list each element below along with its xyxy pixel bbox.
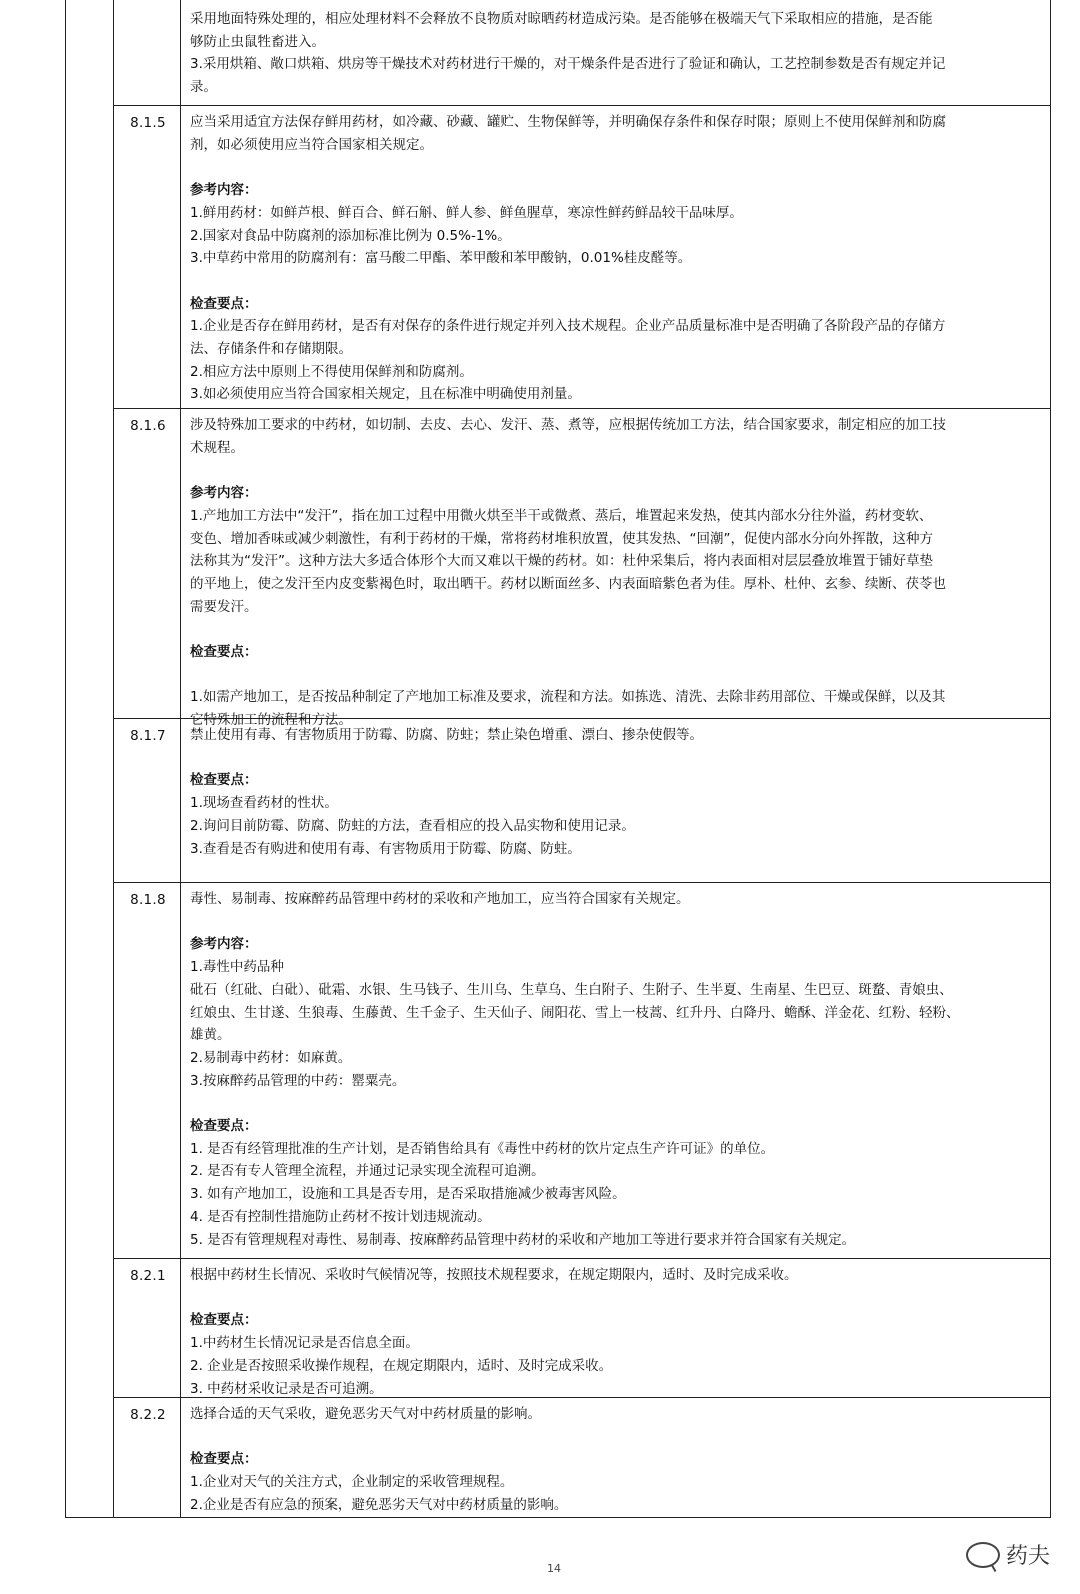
- section-heading: 检查要点：: [190, 644, 258, 660]
- text-line: 1. 是否有经管理批准的生产计划，是否销售给具有《毒性中药材的饮片定点生产许可证》的单位。: [190, 1140, 775, 1157]
- section-heading: 检查要点：: [190, 1118, 258, 1134]
- text-line: 3.按麻醉药品管理的中药：罂粟壳。: [190, 1072, 406, 1089]
- row-separator: [113, 408, 1051, 409]
- text-line: 1.企业是否存在鲜用药材，是否有对保存的条件进行规定并列入技术规程。企业产品质量标准中是否明确了各阶段产品的存储方: [190, 318, 946, 335]
- text-line: 1.企业对天气的关注方式，企业制定的采收管理规程。: [190, 1474, 514, 1491]
- blank-line: [190, 664, 1046, 687]
- table-border-col2: [180, 0, 181, 1518]
- blank-line: [190, 911, 1046, 934]
- text-line: 3. 如有产地加工，设施和工具是否专用，是否采取措施减少被毒害风险。: [190, 1186, 626, 1203]
- text-line: 术规程。: [190, 439, 244, 456]
- clause-number: 8.1.6: [130, 418, 166, 434]
- text-line: 的平地上，使之发汗至内皮变紫褐色时，取出晒干。药材以断面丝多、内表面暗紫色者为佳。厚朴、杜仲、玄参、续断、茯苓也: [190, 575, 946, 592]
- text-line: 3.如必须使用应当符合国家相关规定，且在标准中明确使用剂量。: [190, 386, 581, 403]
- text-line: 1.如需产地加工，是否按品种制定了产地加工标准及要求，流程和方法。如拣选、清洗、去除非药用部位、干燥或保鲜，以及其: [190, 689, 946, 706]
- text-line: 3.采用烘箱、敞口烘箱、烘房等干燥技术对药材进行干燥的，对干燥条件是否进行了验证和确认，工艺控制参数是否有规定并记: [190, 56, 946, 73]
- text-line: 2.询问目前防霉、防腐、防蛀的方法，查看相应的投入品实物和使用记录。: [190, 817, 635, 834]
- text-line: 3. 中药材采收记录是否可追溯。: [190, 1380, 383, 1397]
- text-line: 需要发汗。: [190, 598, 258, 615]
- clause-content: [190, 1264, 1046, 1400]
- section-heading: 检查要点：: [190, 772, 258, 789]
- text-line: 涉及特殊加工要求的中药材，如切制、去皮、去心、发汗、蒸、煮等，应根据传统加工方法，结合国家要求，制定相应的加工技: [190, 417, 946, 433]
- text-line: 采用地面特殊处理的，相应处理材料不会释放不良物质对晾晒药材造成污染。是否能够在极端天气下采取相应的措施，是否能: [190, 11, 933, 27]
- section-heading: 检查要点：: [190, 1451, 258, 1468]
- text-line: 1.毒性中药品种: [190, 959, 284, 976]
- text-line: 2. 企业是否按照采收操作规程，在规定期限内，适时、及时完成采收。: [190, 1357, 613, 1374]
- clause-number: 8.1.7: [130, 728, 166, 744]
- text-line: 2.企业是否有应急的预案，避免恶劣天气对中药材质量的影响。: [190, 1496, 568, 1513]
- table-border-col1: [113, 0, 114, 1518]
- blank-line: [190, 618, 1046, 641]
- table-border-left: [65, 0, 66, 1518]
- clause-content: [190, 8, 1046, 99]
- clause-content: [190, 724, 1046, 883]
- blank-line: [190, 1287, 1046, 1310]
- text-line: 1.现场查看药材的性状。: [190, 795, 338, 812]
- text-line: 砒石（红砒、白砒）、砒霜、水银、生马钱子、生川乌、生草乌、生白附子、生附子、生半夏、生南星、生巴豆、斑蝥、青娘虫、: [190, 981, 953, 998]
- text-line: 1.中药材生长情况记录是否信息全面。: [190, 1335, 419, 1352]
- clause-content: [190, 1403, 1046, 1517]
- watermark: [966, 1539, 1050, 1570]
- clause-number: 8.1.8: [130, 892, 166, 908]
- clause-number: 8.2.2: [130, 1407, 166, 1423]
- clause-number: 8.1.5: [130, 115, 166, 131]
- blank-line: [190, 156, 1046, 179]
- text-line: 根据中药材生长情况、采收时气候情况等，按照技术规程要求，在规定期限内，适时、及时完成采收。: [190, 1267, 798, 1283]
- text-line: 3.查看是否有购进和使用有毒、有害物质用于防霉、防腐、防蛀。: [190, 840, 581, 857]
- text-line: 它特殊加工的流程和方法。: [190, 712, 352, 729]
- page-number: 14: [547, 1562, 561, 1575]
- blank-line: [190, 747, 1046, 770]
- clause-content: [190, 111, 1046, 406]
- wechat-logo-icon: [966, 1542, 1000, 1568]
- text-line: 2. 是否有专人管理全流程，并通过记录实现全流程可追溯。: [190, 1163, 545, 1180]
- text-line: 变色、增加香味或减少刺激性，有利于药材的干燥，常将药材堆积放置，使其发热、“回潮”，促使内部水分向外挥散，这种方: [190, 530, 933, 547]
- blank-line: [190, 860, 1046, 883]
- section-heading: 检查要点：: [190, 1312, 258, 1329]
- text-line: 4. 是否有控制性措施防止药材不按计划违规流动。: [190, 1208, 491, 1225]
- text-line: 1.产地加工方法中“发汗”，指在加工过程中用微火烘至半干或微煮、蒸后，堆置起来发热，使其内部水分往外溢，药材变软、: [190, 507, 933, 524]
- blank-line: [190, 1092, 1046, 1115]
- blank-line: [190, 1426, 1046, 1449]
- text-line: 2.易制毒中药材：如麻黄。: [190, 1049, 352, 1066]
- text-line: 够防止虫鼠牲畜进入。: [190, 33, 325, 50]
- section-heading: 参考内容：: [190, 936, 258, 953]
- text-line: 法、存储条件和存储期限。: [190, 341, 352, 357]
- text-line: 3.中草药中常用的防腐剂有：富马酸二甲酯、苯甲酸和苯甲酸钠，0.01%桂皮醛等。: [190, 250, 692, 267]
- text-line: 2.国家对食品中防腐剂的添加标准比例为 0.5%-1%。: [190, 227, 511, 244]
- text-line: 禁止使用有毒、有害物质用于防霉、防腐、防蛀；禁止染色增重、漂白、掺杂使假等。: [190, 727, 703, 743]
- table-border-right: [1050, 0, 1051, 1518]
- clause-content: [190, 888, 1046, 1251]
- clause-number: 8.2.1: [130, 1268, 166, 1284]
- text-line: 录。: [190, 79, 217, 96]
- blank-line: [190, 270, 1046, 293]
- text-line: 应当采用适宜方法保存鲜用药材，如冷藏、砂藏、罐贮、生物保鲜等，并明确保存条件和保存时限；原则上不使用保鲜剂和防腐: [190, 114, 946, 130]
- text-line: 雄黄。: [190, 1027, 231, 1044]
- blank-line: [190, 459, 1046, 482]
- section-heading: 参考内容：: [190, 182, 258, 199]
- section-heading: 参考内容：: [190, 485, 258, 502]
- section-heading: 检查要点：: [190, 295, 258, 312]
- table-border-bottom: [65, 1517, 1051, 1518]
- text-line: 剂，如必须使用应当符合国家相关规定。: [190, 136, 433, 153]
- text-line: 红娘虫、生甘遂、生狼毒、生藤黄、生千金子、生天仙子、闹阳花、雪上一枝蒿、红升丹、白降丹、蟾酥、洋金花、红粉、轻粉、: [190, 1004, 960, 1021]
- text-line: 法称其为“发汗”。这种方法大多适合体形个大而又难以干燥的药材。如：杜仲采集后，将内表面相对层层叠放堆置于铺好草垫: [190, 553, 933, 570]
- text-line: 选择合适的天气采收，避免恶劣天气对中药材质量的影响。: [190, 1406, 541, 1422]
- text-line: 2.相应方法中原则上不得使用保鲜剂和防腐剂。: [190, 363, 473, 380]
- text-line: 毒性、易制毒、按麻醉药品管理中药材的采收和产地加工，应当符合国家有关规定。: [190, 891, 690, 907]
- clause-content: [190, 414, 1046, 732]
- row-separator: [113, 1258, 1051, 1259]
- watermark-text: 药夫: [1005, 1544, 1050, 1569]
- text-line: 5. 是否有管理规程对毒性、易制毒、按麻醉药品管理中药材的采收和产地加工等进行要求并符合国家有关规定。: [190, 1231, 856, 1248]
- text-line: 1.鲜用药材：如鲜芦根、鲜百合、鲜石斛、鲜人参、鲜鱼腥草，寒凉性鲜药鲜品较干品味厚。: [190, 204, 743, 221]
- row-separator: [113, 105, 1051, 106]
